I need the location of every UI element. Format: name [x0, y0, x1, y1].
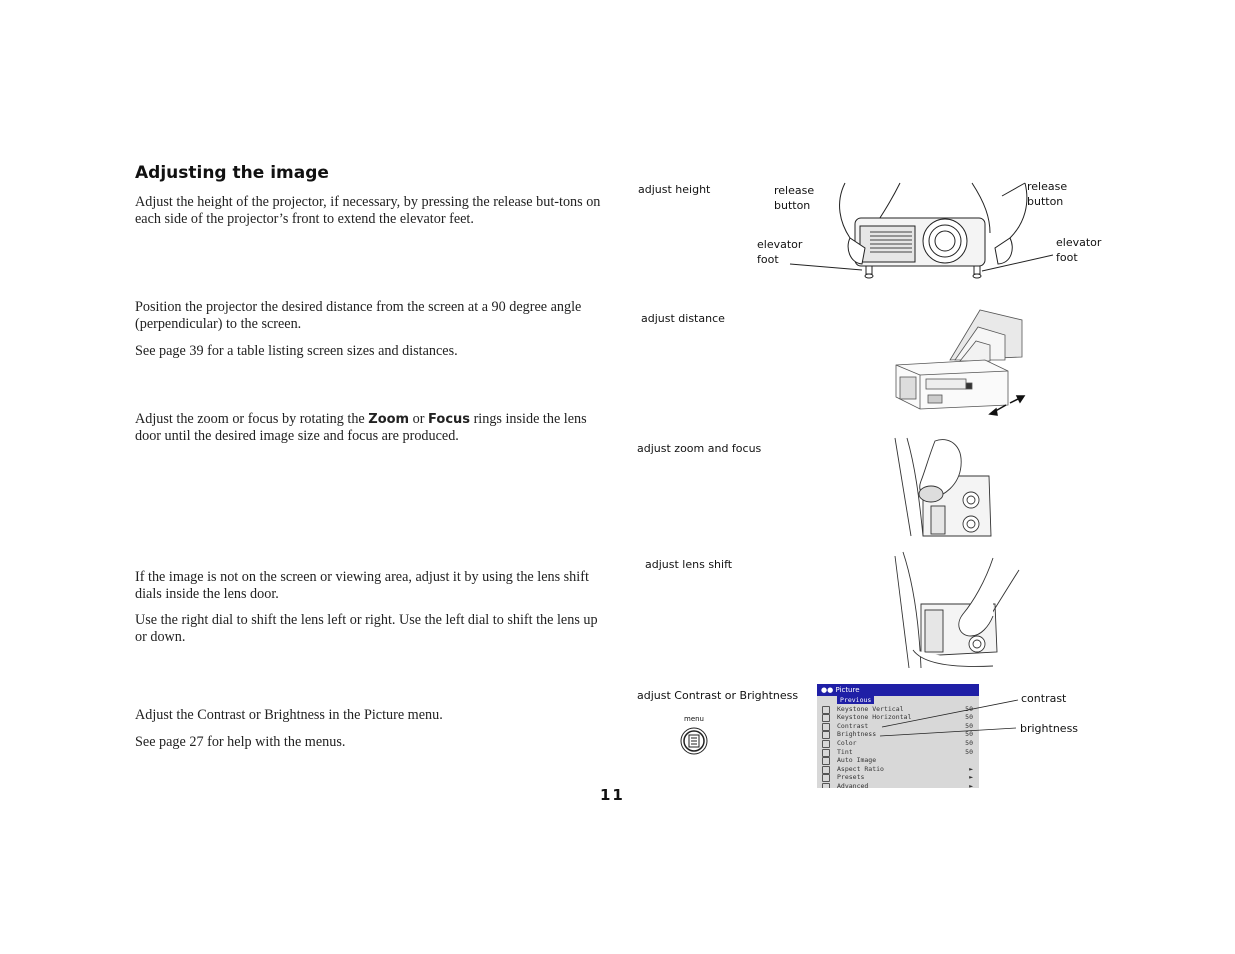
osd-row-value: ►	[969, 764, 973, 773]
zoom-text-post: rings inside the lens door until the desired image size and focus are produced.	[135, 411, 587, 444]
label-line: button	[774, 199, 811, 212]
osd-row-label: Brightness	[837, 730, 877, 739]
label-line: button	[1027, 195, 1064, 208]
caption-adjust-zoom-focus: adjust zoom and focus	[637, 442, 762, 455]
osd-title-text: Picture	[835, 686, 860, 694]
osd-title: ●● Picture	[817, 684, 979, 696]
label-line: foot	[757, 253, 779, 266]
zoom-focus-illustration	[893, 436, 995, 540]
menu-button-label: menu	[684, 715, 704, 723]
label-line: elevator	[757, 238, 803, 251]
callout-leader-lines	[870, 690, 1030, 750]
osd-row[interactable]	[817, 773, 979, 782]
osd-row-label: Aspect Ratio	[837, 764, 884, 773]
zoom-text-mid: or	[409, 411, 429, 427]
paragraph-see-page-39: See page 39 for a table listing screen sizes and distances.	[135, 343, 458, 359]
osd-row-label: Presets	[837, 773, 865, 782]
paragraph-see-page-27: See page 27 for help with the menus.	[135, 734, 346, 750]
projector-distance-illustration	[890, 305, 1030, 420]
osd-row[interactable]	[817, 782, 979, 788]
paragraph-position-distance: Position the projector the desired distance from the screen at a 90 degree angle (perpendicular) to the screen.	[135, 299, 582, 332]
osd-row-value: 50	[965, 721, 973, 730]
paragraph-contrast-brightness: Adjust the Contrast or Brightness in the Picture menu.	[135, 707, 443, 723]
paragraph-lens-shift-dials: Use the right dial to shift the lens left or right. Use the left dial to shift the lens up or down.	[135, 612, 598, 645]
label-line: elevator	[1056, 236, 1102, 249]
osd-row-label: Previous	[837, 696, 874, 704]
osd-row-label: Keystone Vertical	[837, 704, 904, 713]
label-line: release	[774, 184, 815, 197]
osd-row-label: Auto Image	[837, 756, 877, 765]
osd-row-value: 50	[965, 738, 973, 747]
zoom-text-pre: Adjust the zoom or focus by rotating the	[135, 411, 369, 427]
osd-row-value: ►	[969, 781, 973, 788]
paragraph-adjust-height: Adjust the height of the projector, if necessary, by pressing the release but-tons on each side of the projector’s front to extend the elevator feet.	[135, 194, 601, 227]
label-line: foot	[1056, 251, 1078, 264]
osd-row-label: Tint	[837, 747, 853, 756]
osd-row[interactable]	[817, 756, 979, 765]
osd-row-value: ►	[969, 773, 973, 782]
callout-brightness: brightness	[1020, 722, 1079, 735]
osd-row-icon	[822, 783, 830, 788]
page-number: 11	[600, 786, 625, 804]
projector-height-illustration	[740, 178, 1100, 288]
caption-adjust-distance: adjust distance	[641, 312, 725, 325]
zoom-ring-label: Zoom	[368, 412, 410, 427]
paragraph-lens-shift: If the image is not on the screen or viewing area, adjust it by using the lens shift dials inside the lens door.	[135, 569, 589, 602]
caption-adjust-contrast-brightness: adjust Contrast or Brightness	[637, 689, 799, 702]
osd-row[interactable]	[817, 765, 979, 774]
osd-row-label: Advanced	[837, 781, 869, 788]
lens-shift-illustration	[893, 552, 1023, 670]
callout-contrast: contrast	[1021, 692, 1067, 705]
osd-row-value: 50	[965, 730, 973, 739]
menu-button[interactable]	[679, 726, 709, 756]
osd-row-value: 50	[965, 747, 973, 756]
osd-row-label: Color	[837, 738, 857, 747]
osd-row-label: Contrast	[837, 721, 869, 730]
paragraph-zoom-focus	[135, 411, 605, 445]
section-heading: Adjusting the image	[135, 163, 329, 183]
focus-ring-label: Focus	[428, 412, 471, 427]
caption-adjust-height: adjust height	[638, 183, 711, 196]
caption-adjust-lens-shift: adjust lens shift	[645, 558, 733, 571]
osd-row-label: Keystone Horizontal	[837, 713, 912, 722]
label-line: release	[1027, 180, 1068, 193]
osd-row-value: 50	[965, 713, 973, 722]
osd-row-value: 50	[965, 704, 973, 713]
